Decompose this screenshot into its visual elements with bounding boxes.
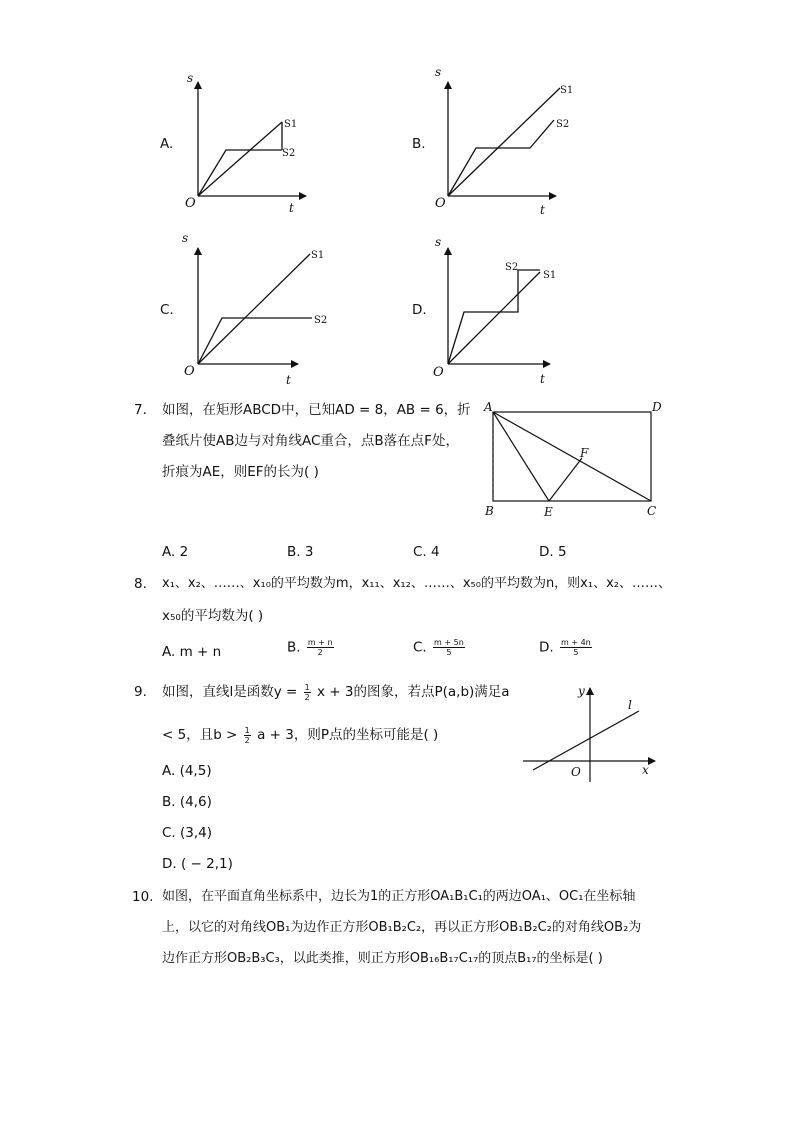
option-b-label: B. [412,136,426,152]
panel-c-origin: O [184,364,195,379]
q8-option-b-numerator: m + n [307,638,333,647]
q7-line-2: 叠纸片使AB边与对角线AC重合，点B落在点F处， [162,433,459,449]
q8-option-c-label: C. [413,639,427,656]
q7-option-a[interactable]: A. 2 [162,544,189,560]
panel-c-s2-line [198,318,312,364]
q9-line-1-fraction [304,683,311,702]
q9-line-2 [162,725,438,745]
point-e-label: E [544,505,553,519]
q7-option-b[interactable]: B. 3 [287,544,314,560]
q9-fraction2-denominator: 2 [244,735,250,745]
q8-option-b[interactable] [287,638,336,657]
q9-y-label: y [578,684,585,698]
q8-option-d-label: D. [539,639,554,656]
q8-option-d-numerator: m + 4n [560,638,591,647]
panel-d-origin: O [433,365,444,380]
panel-b-s-label: s [435,65,442,79]
panel-a-s-label: s [187,71,194,85]
panel-d-t-label: t [540,372,545,386]
q8-option-a[interactable]: A. m + n [162,644,222,660]
q8-line-1: x₁、x₂、……、x₁₀的平均数为m，x₁₁、x₁₂、……、x₅₀的平均数为n，则x₁、x₂、……、 [162,576,671,591]
panel-a-s1-label: S1 [284,119,298,130]
q9-line-1 [162,682,510,702]
panel-a-t-label: t [289,201,294,215]
q8-line-2: x₅₀的平均数为( ) [162,608,264,624]
panel-a-origin: O [185,196,196,211]
q8-option-d[interactable] [539,638,594,657]
q7-figure [470,395,670,520]
option-c-label: C. [160,302,174,318]
panel-b-s2-label: S2 [556,119,570,130]
option-a-label: A. [160,136,174,152]
q8-option-d-fraction [560,638,592,657]
q7-option-c[interactable]: C. 4 [413,544,440,560]
q8-option-c-denominator: 5 [446,648,452,657]
q8-option-b-label: B. [287,639,301,656]
point-d-label: D [652,400,662,414]
q9-line-1-start: 如图，直线l是函数y = [162,684,298,700]
point-f-label: F [580,446,589,460]
q9-fraction-denominator: 2 [304,692,310,702]
q9-line-1-end: x + 3的图象，若点P(a,b)满足a [317,684,510,700]
q10-line-2: 上，以它的对角线OB₁为边作正方形OB₁B₂C₂，再以正方形OB₁B₂C₂的对角线OB₂为 [162,920,642,935]
q9-option-c[interactable]: C. (3,4) [162,825,213,841]
q9-fraction-numerator: 1 [304,682,310,692]
panel-b-s1-line [448,88,560,196]
q8-number: 8. [134,576,147,592]
q7-line-1: 如图，在矩形ABCD中，已知AD = 8，AB = 6，折 [162,402,471,418]
q9-number: 9. [134,684,147,700]
q9-line-2-start: < 5，且b > [162,727,238,743]
fold-ae [493,412,549,501]
q8-option-d-denominator: 5 [573,648,579,657]
q7-number: 7. [134,402,147,418]
panel-c-s-label: s [182,231,189,245]
panel-d-s1-label: S1 [543,270,557,281]
panel-a-s2-line [198,150,282,196]
q10-number: 10. [132,889,154,905]
q10-line-1: 如图，在平面直角坐标系中，边长为1的正方形OA₁B₁C₁的两边OA₁、OC₁在坐标轴 [162,889,636,904]
panel-c-s2-label: S2 [314,315,328,326]
q7-option-d[interactable]: D. 5 [539,544,567,560]
diagonal-ac [493,412,651,501]
panel-c-s1-label: S1 [311,250,325,261]
point-b-label: B [485,504,494,518]
q9-line-2-fraction [244,726,251,745]
panel-b-s2-line [448,120,554,196]
q8-option-c-fraction [433,638,465,657]
q9-fraction2-numerator: 1 [244,725,250,735]
q7-line-3: 折痕为AE，则EF的长为( ) [162,464,319,480]
q8-option-b-denominator: 2 [317,648,323,657]
q8-option-c[interactable] [413,638,467,657]
panel-a-s2-label: S2 [282,148,296,159]
q9-x-label: x [642,763,649,777]
panel-a-s1-line [198,122,282,196]
q8-option-c-numerator: m + 5n [434,638,464,647]
point-c-label: C [647,504,657,518]
q9-figure [515,678,665,788]
q9-l-label: l [628,698,632,712]
q8-option-b-fraction [307,638,334,657]
panel-b-s1-label: S1 [560,85,574,96]
panel-c-t-label: t [286,373,291,387]
q10-line-3: 边作正方形OB₂B₃C₃，以此类推，则正方形OB₁₆B₁₇C₁₇的顶点B₁₇的坐标是( ) [162,951,603,966]
panel-b-origin: O [435,196,446,211]
q9-line-2-end: a + 3，则P点的坐标可能是( ) [257,727,439,743]
q9-option-b[interactable]: B. (4,6) [162,794,212,810]
panel-b-t-label: t [540,203,545,217]
panel-d-s2-label: S2 [505,262,519,273]
q9-option-d[interactable]: D. ( − 2,1) [162,856,233,872]
panel-c-s1-line [198,254,310,364]
q9-origin-label: O [571,765,581,779]
option-d-label: D. [412,302,427,318]
graphs-figure [0,0,794,400]
point-a-label: A [484,400,493,414]
q9-option-a[interactable]: A. (4,5) [162,763,212,779]
panel-d-s-label: s [435,235,442,249]
segment-ef [549,458,582,501]
